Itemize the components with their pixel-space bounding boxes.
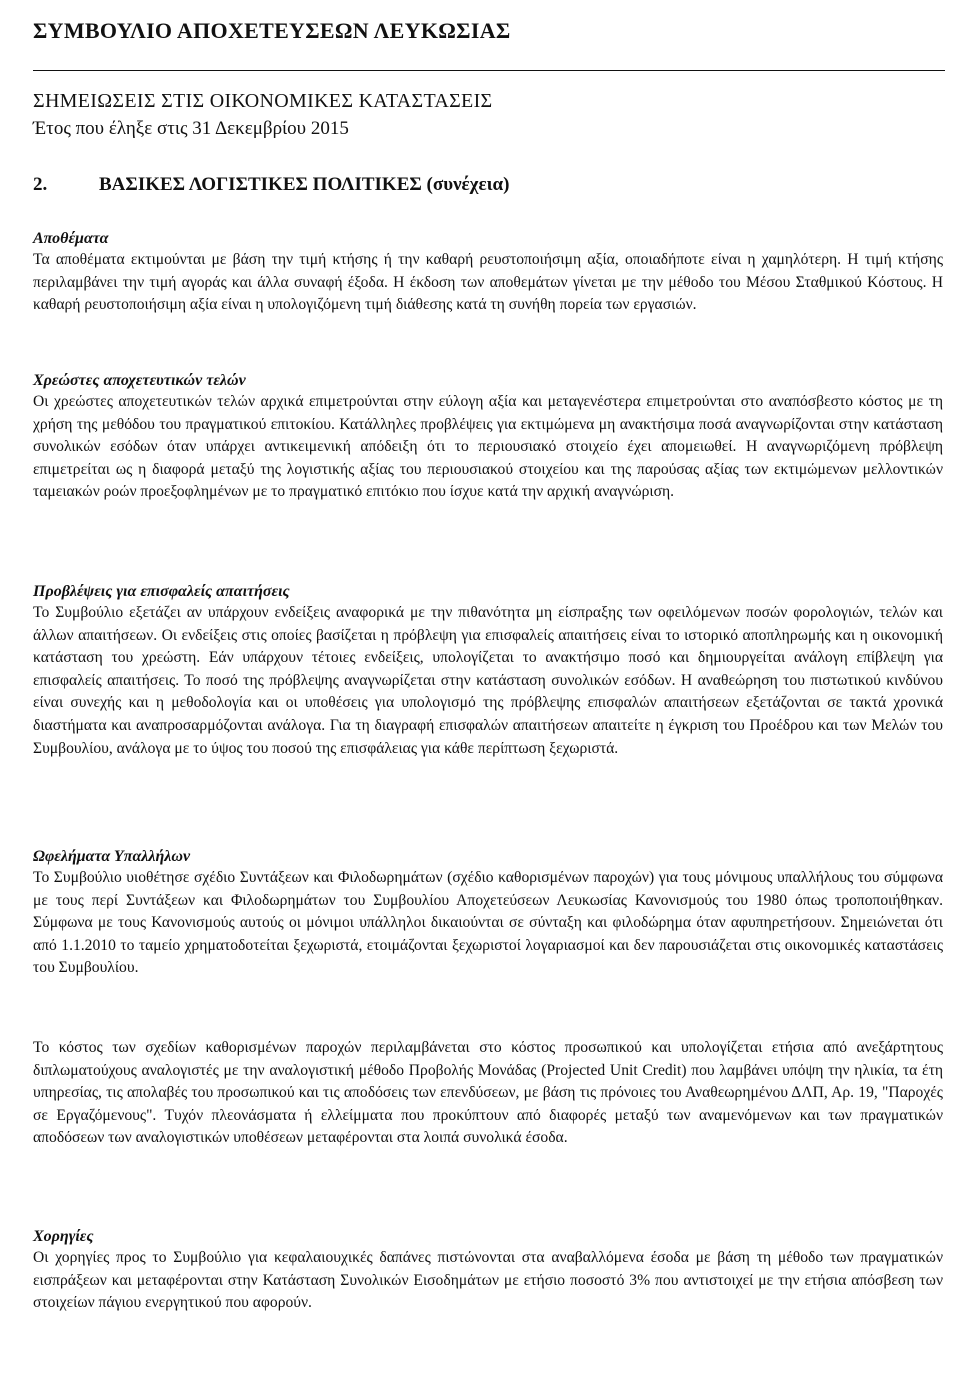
policy-inventories: [33, 229, 943, 317]
organization-title: ΣΥΜΒΟΥΛΙΟ ΑΠΟΧΕΤΕΥΣΕΩΝ ΛΕΥΚΩΣΙΑΣ: [33, 18, 511, 43]
section-number: 2.: [33, 174, 48, 195]
policy-paragraph: Το Συμβούλιο υιοθέτησε σχέδιο Συντάξεων και Φιλοδωρημάτων (σχέδιο καθορισμένων παροχών) για τους μόνιμους υπαλλήλους του σύμφωνα με τους περί Συντάξεων και Φιλοδωρημάτων του Συμβουλίου Αποχετεύσεων Λευκωσίας Κανονισμούς του 1980 όπως τροποποιήθηκαν. Σύμφωνα με τους Κανονισμούς αυτούς οι μόνιμοι υπάλληλοι δικαιούνται σε σύνταξη και φιλοδώρημα όταν αφυπηρετήσουν. Σημειώνεται ότι από 1.1.2010 το ταμείο χρηματοδοτείται ξεχωριστά, ετοιμάζονται ξεχωριστοί λογαριασμοί και δεν παρουσιάζεται στις οικονομικές καταστάσεις του Συμβουλίου.: [33, 869, 943, 977]
policy-heading: Χορηγίες: [33, 1228, 94, 1245]
document-title: ΣΗΜΕΙΩΣΕΙΣ ΣΤΙΣ ΟΙΚΟΝΟΜΙΚΕΣ ΚΑΤΑΣΤΑΣΕΙΣ: [33, 90, 493, 112]
policy-grants: [33, 1227, 943, 1315]
policy-heading: Χρεώστες αποχετευτικών τελών: [33, 372, 246, 389]
policy-paragraph: Οι χορηγίες προς το Συμβούλιο για κεφαλαιουχικές δαπάνες πιστώνονται στα αναβαλλόμενα έσοδα με βάση τη μέθοδο των πραγματικών εισπράξεων και μεταφέρονται στην Κατάσταση Συνολικών Εισοδημάτων με ετήσιο ποσοστό 3% που αντιστοιχεί με την ετήσια απόσβεση των στοιχείων πάγιου ενεργητικού που αφορούν.: [33, 1249, 943, 1312]
section-heading: [33, 174, 509, 196]
policy-paragraph: Το κόστος των σχεδίων καθορισμένων παροχών περιλαμβάνεται στο κόστος προσωπικού και υπολογίζεται ετήσια από ανεξάρτητους διπλωματούχους αναλογιστές με την αναλογιστική μέθοδο Προβολής Μονάδας (Projected Unit Credit) που λαμβάνει υπόψη την ηλικία, τα έτη υπηρεσίας, τις απολαβές του προσωπικού και τις αποδόσεις των επενδύσεων, με βάση τις πρόνοιες του Αναθεωρημένου ΔΛΠ, Αρ. 19, "Παροχές σε Εργαζόμενους". Τυχόν πλεονάσματα ή ελλείμματα που προκύπτουν από διαφορές μεταξύ των αναμενόμενων και των πραγματικών αποδόσεων των αναλογιστικών υποθέσεων μεταφέρονται στα λοιπά συνολικά έσοδα.: [33, 1039, 943, 1147]
policy-employee-benefits: [33, 847, 943, 980]
policy-paragraph: Οι χρεώστες αποχετευτικών τελών αρχικά επιμετρούνται στην εύλογη αξία και μεταγενέστερα επιμετρούνται στο αναπόσβεστο κόστος με τη χρήση της μεθόδου του πραγματικού επιτοκίου. Κατάλληλες προβλέψεις για εκτιμώμενα μη ανακτήσιμα ποσά αναγνωρίζονται στην κατάσταση συνολικών εσόδων όταν υπάρχει αντικειμενική απόδειξη ότι το περιουσιακό στοιχείο έχει απομειωθεί. Η αναγνωριζόμενη πρόβλεψη επιμετρείται ως η διαφορά μεταξύ της λογιστικής αξίας του περιουσιακού στοιχείου και της παρούσας αξίας των εκτιμώμενων μελλοντικών ταμειακών ροών προεξοφλημένων με το πραγματικό επιτόκιο που ίσχυε κατά την αρχική αναγνώριση.: [33, 393, 943, 501]
policy-heading: Προβλέψεις για επισφαλείς απαιτήσεις: [33, 583, 290, 600]
header-divider: [33, 70, 945, 71]
policy-paragraph: Το Συμβούλιο εξετάζει αν υπάρχουν ενδείξεις αναφορικά με την πιθανότητα μη είσπραξης των οφειλόμενων ποσών φορολογιών, τελών και άλλων απαιτήσεων. Οι ενδείξεις στις οποίες βασίζεται η πρόβλεψη για επισφαλείς απαιτήσεις είναι το ιστορικό αποπληρωμής και η οικονομική κατάσταση του χρεώστη. Εάν υπάρχουν τέτοιες ενδείξεις, υπολογίζεται το ανακτήσιμο ποσό και δημιουργείται ανάλογη επίβλεψη για επισφαλείς απαιτήσεις. Το ποσό της πρόβλεψης αναγνωρίζεται στην κατάσταση συνολικών εσόδων. Η αναθεώρηση του πιστωτικού κινδύνου είναι συνεχής και η μεθοδολογία και οι υποθέσεις για υπολογισμό της πρόβλεψης επισφαλών απαιτήσεων εξετάζονται σε τακτά χρονικά διαστήματα και αναπροσαρμόζονται ανάλογα. Για τη διαγραφή επισφαλών απαιτήσεων απαιτείτε η έγκριση του Προέδρου και των Μελών του Συμβουλίου, ανάλογα με το ύψος του ποσού της επισφάλειας για κάθε περίπτωση ξεχωριστά.: [33, 604, 943, 757]
policy-employee-benefits-cost: [33, 1037, 943, 1150]
policy-doubtful-receivables: [33, 582, 943, 760]
policy-paragraph: Τα αποθέματα εκτιμούνται με βάση την τιμή κτήσης ή την καθαρή ρευστοποιήσιμη αξία, οποιαδήποτε είναι η χαμηλότερη. Η τιμή κτήσης περιλαμβάνει την τιμή αγοράς και άλλα συναφή έξοδα. Η έκδοση των αποθεμάτων γίνεται με την μέθοδο του Μέσου Σταθμικού Κόστους. Η καθαρή ρευστοποιήσιμη αξία είναι η υπολογιζόμενη τιμή διάθεσης κατά τη συνήθη πορεία των εργασιών.: [33, 251, 943, 314]
policy-heading: Αποθέματα: [33, 230, 109, 247]
reporting-period: Έτος που έληξε στις 31 Δεκεμβρίου 2015: [33, 118, 349, 139]
section-continued: (συνέχεια): [426, 174, 510, 195]
policy-heading: Ωφελήματα Υπαλλήλων: [33, 848, 191, 865]
policy-sewerage-debtors: [33, 371, 943, 504]
section-title: ΒΑΣΙΚΕΣ ΛΟΓΙΣΤΙΚΕΣ ΠΟΛΙΤΙΚΕΣ: [99, 174, 422, 195]
